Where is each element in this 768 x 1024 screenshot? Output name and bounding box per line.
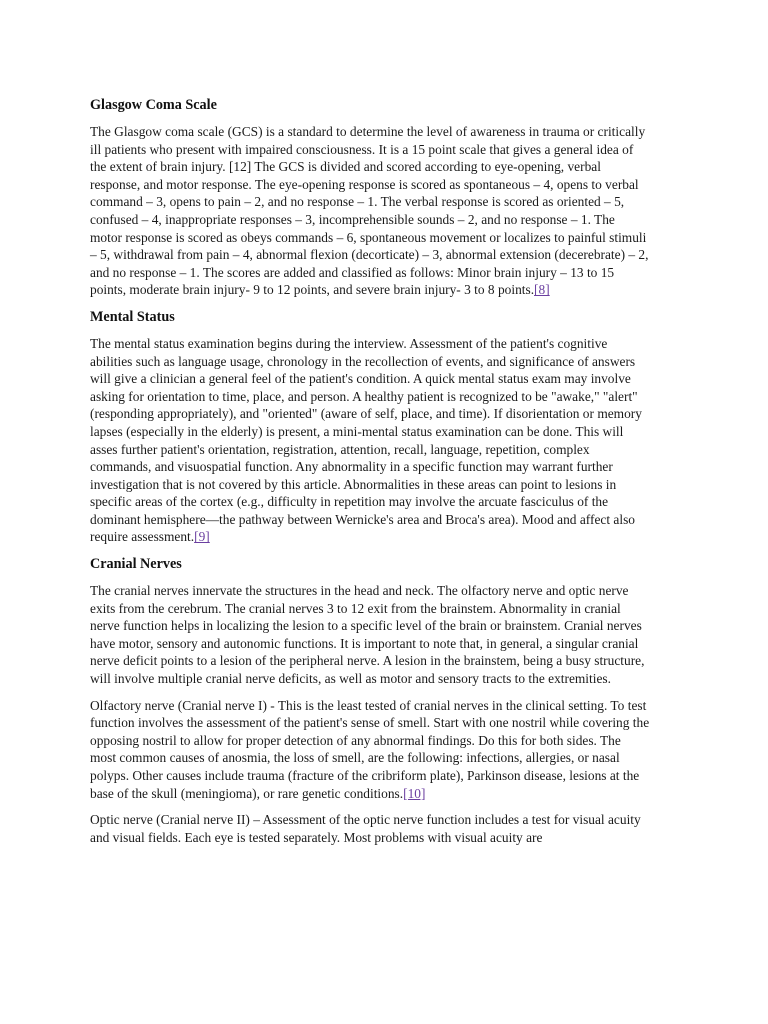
heading-mental-status: Mental Status: [90, 308, 175, 325]
paragraph-text: Optic nerve (Cranial nerve II) – Assessment of the optic nerve function includes a test for visual acuity and visual fields. Each eye is tested separately. Most problems with visual acuity are: [90, 812, 641, 845]
citation-link[interactable]: [8]: [534, 282, 550, 298]
citation-link[interactable]: [9]: [194, 529, 210, 545]
paragraph-text: The mental status examination begins during the interview. Assessment of the patient's cognitive abilities such as language usage, chronology in the recollection of events, and significance of answers will give a clinician a general feel of the patient's condition. A quick mental status exam may involve asking for orientation to time, place, and person. A healthy patient is recognized to be "awake," "alert" (responding appropriately), and "oriented" (aware of self, place, and time). If disorientation or memory lapses (especially in the elderly) is present, a mini-mental status examination can be done. This will asses further patient's orientation, registration, attention, recall, language, repetition, complex commands, and visuospatial function. Any abnormality in a specific function may warrant further investigation that is not covered by this article. Abnormalities in these areas can point to lesions in specific areas of the cortex (e.g., difficulty in repetition may involve the arcuate fasciculus of the dominant hemisphere—the pathway between Wernicke's area and Broca's area). Mood and affect also require assessment.: [90, 335, 642, 545]
citation-link[interactable]: [10]: [403, 785, 426, 801]
paragraph-olfactory-nerve: [90, 697, 650, 803]
paragraph-cranial-nerves-intro: [90, 582, 650, 688]
paragraph-text: Olfactory nerve (Cranial nerve I) - This is the least tested of cranial nerves in the clinical setting. To test function involves the assessment of the patient's sense of smell. Start with one nostril while covering the opposing nostril to allow for proper detection of any abnormal findings. Do this for both sides. The most common causes of anosmia, the loss of smell, are the following: infections, allergies, or nasal polyps. Other causes include trauma (fracture of the cribriform plate), Parkinson disease, lesions at the base of the skull (meningioma), or rare genetic conditions.: [90, 697, 650, 801]
paragraph-gcs: [90, 123, 650, 299]
heading-glasgow-coma-scale: Glasgow Coma Scale: [90, 97, 217, 113]
heading-cranial-nerves: Cranial Nerves: [90, 556, 182, 573]
paragraph-mental-status: [90, 335, 650, 546]
paragraph-text: The cranial nerves innervate the structures in the head and neck. The olfactory nerve and optic nerve exits from the cerebrum. The cranial nerves 3 to 12 exit from the brainstem. Abnormality in cranial nerve function helps in localizing the lesion to a specific level of the brain or brainstem. Cranial nerves have motor, sensory and autonomic functions. It is important to note that, in general, a singular cranial nerve deficit points to a lesion of the peripheral nerve. A lesion in the brainstem, being a busy structure, will involve multiple cranial nerve deficits, as well as motor and sensory tracts to the extremities.: [90, 583, 645, 687]
paragraph-optic-nerve: [90, 811, 650, 846]
document-body: [90, 96, 650, 855]
paragraph-text: The Glasgow coma scale (GCS) is a standard to determine the level of awareness in trauma or critically ill patients who present with impaired consciousness. It is a 15 point scale that gives a general idea of the extent of brain injury. [12] The GCS is divided and scored according to eye-opening, verbal response, and motor response. The eye-opening response is scored as spontaneous – 4, opens to verbal command – 3, opens to pain – 2, and no response – 1. The verbal response is scored as oriented – 5, confused – 4, inappropriate responses – 3, incomprehensible sounds – 2, and no response – 1. The motor response is scored as obeys commands – 6, spontaneous movement or localizes to painful stimuli – 5, withdrawal from pain – 4, abnormal flexion (decorticate) – 3, abnormal extension (decerebrate) – 2, and no response – 1. The scores are added and classified as follows: Minor brain injury – 13 to 15 points, moderate brain injury- 9 to 12 points, and severe brain injury- 3 to 8 points.: [90, 124, 649, 298]
